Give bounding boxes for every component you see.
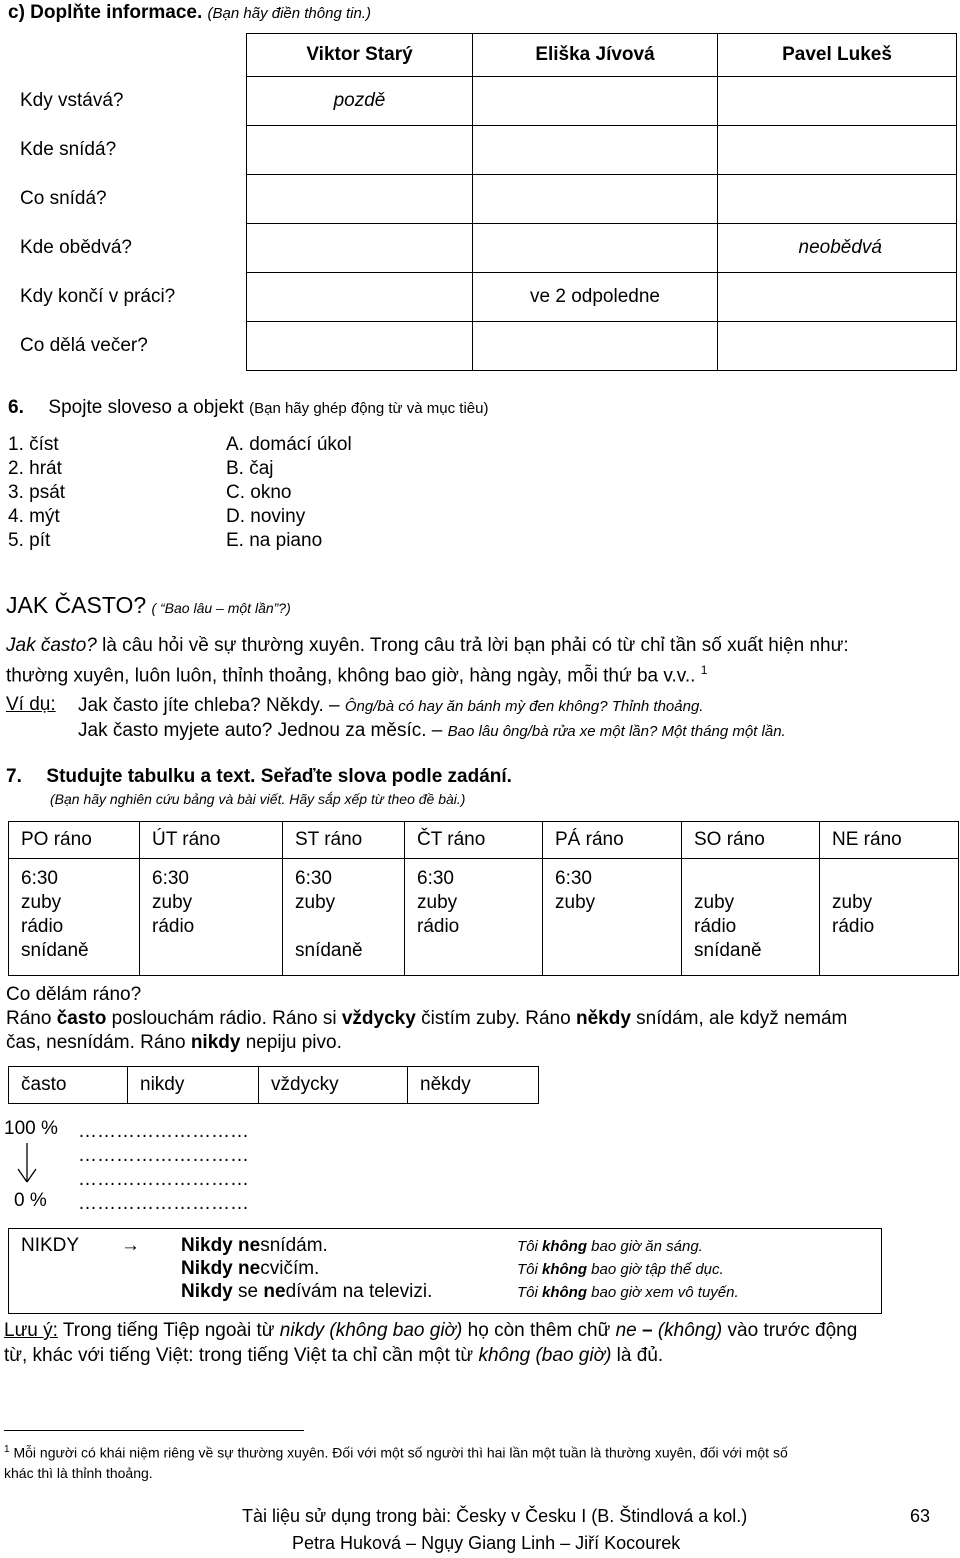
examples [78, 694, 786, 744]
section-c-title: c) Doplňte informace. [8, 2, 203, 23]
day-header: PÁ ráno [543, 822, 682, 859]
word-cell: vždycky [259, 1067, 408, 1104]
answer-cell [247, 224, 473, 273]
ex7-number: 7. [6, 766, 22, 787]
day-cell: zuby rádio snídaně [682, 859, 820, 976]
nikdy-box [8, 1228, 882, 1314]
header-cell [8, 34, 247, 77]
verb-item: 3. psát [8, 482, 66, 503]
nikdy-example-1: Nikdy nesnídám. [181, 1235, 328, 1256]
answer-cell [718, 175, 957, 224]
answer-cell [247, 126, 473, 175]
jak-casto-title: JAK ČASTO? [6, 592, 147, 618]
day-header: SO ráno [682, 822, 820, 859]
day-header: PO ráno [9, 822, 140, 859]
right-arrow-icon: → [121, 1235, 140, 1256]
words-row [9, 1067, 539, 1104]
day-header: ST ráno [283, 822, 405, 859]
day-cell: 6:30 zuby rádio [405, 859, 543, 976]
nikdy-label: NIKDY [21, 1235, 80, 1256]
object-item: A. domácí úkol [226, 434, 352, 455]
word-cell: někdy [408, 1067, 539, 1104]
nikdy-example-2: Nikdy necvičím. [181, 1258, 320, 1279]
table-row [8, 224, 957, 273]
dash: – [431, 720, 443, 741]
morning-text: Co dělám ráno? Ráno často poslouchám rádio. Ráno si vždycky čistím zuby. Ráno někdy snídám, ale když nemám čas, nesnídám. Ráno nikdy nepiju pivo. [6, 984, 848, 1053]
footer-authors: Petra Huková – Ngụy Giang Linh – Jiří Kocourek [292, 1533, 681, 1553]
footer-source: Tài liệu sử dụng trong bài: Česky v Česku I (B. Štindlová a kol.) [242, 1506, 748, 1526]
dash: – [329, 695, 340, 716]
footnote-ref: 1 [700, 663, 708, 677]
nikdy-example-3: Nikdy se nedívám na televizi. [181, 1281, 433, 1302]
footnote-divider [4, 1430, 304, 1431]
answer-cell [718, 77, 957, 126]
header-cell: Pavel Lukeš [718, 34, 957, 77]
word-cell: nikdy [128, 1067, 259, 1104]
answer-cell [473, 77, 718, 126]
jak-casto-note: ( “Bao lâu – một lần”?) [151, 600, 291, 616]
word-cell: často [9, 1067, 128, 1104]
question-cell: Co snídá? [20, 188, 107, 209]
answer-cell [247, 273, 473, 322]
intro-italic: Jak často? [6, 635, 97, 656]
nikdy-translation-3: Tôi không bao giờ xem vô tuyến. [517, 1284, 739, 1301]
days-table [8, 821, 959, 976]
intro-line1: là câu hỏi về sự thường xuyên. Trong câu trả lời bạn phải có từ chỉ tần số xuất hiện như: [96, 635, 849, 656]
nikdy-translation-2: Tôi không bao giờ tập thể dục. [517, 1261, 724, 1278]
example1-vi: Ông/bà có hay ăn bánh mỳ đen không? Thỉnh thoảng. [344, 698, 704, 715]
day-cell: 6:30 zuby rádio snídaně [9, 859, 140, 976]
answer-cell: pozdě [247, 77, 473, 126]
blank-line: ……………………… [78, 1193, 249, 1214]
day-cell: 6:30 zuby [543, 859, 682, 976]
table-row [8, 126, 957, 175]
day-header: ČT ráno [405, 822, 543, 859]
ex6-subtitle: (Bạn hãy ghép động từ và mục tiêu) [249, 400, 489, 417]
scale-bottom: 0 % [14, 1190, 47, 1211]
answer-cell [473, 126, 718, 175]
scale-blanks [78, 1120, 249, 1216]
example1-cz: Jak často jíte chleba? Někdy. [78, 695, 324, 716]
morning-question: Co dělám ráno? [6, 984, 142, 1005]
days-data-row [9, 859, 959, 976]
answer-cell [247, 322, 473, 371]
question-cell: Co dělá večer? [20, 335, 148, 356]
answer-cell [473, 224, 718, 273]
section-c-heading [8, 2, 371, 24]
words-table [8, 1066, 539, 1104]
example-label: Ví dụ: [6, 694, 56, 715]
object-item: D. noviny [226, 506, 306, 527]
ex7-heading [6, 766, 512, 788]
object-item: C. okno [226, 482, 292, 503]
day-header: NE ráno [820, 822, 959, 859]
table-row [8, 322, 957, 371]
jak-casto-intro [6, 633, 849, 688]
scale-top: 100 % [4, 1118, 58, 1139]
blank-line: ……………………… [78, 1145, 249, 1166]
verb-item: 2. hrát [8, 458, 62, 479]
blank-line: ……………………… [78, 1121, 249, 1142]
table-row [8, 273, 957, 322]
note-label: Lưu ý: [4, 1320, 58, 1341]
question-cell: Kdy končí v práci? [20, 286, 176, 307]
header-cell: Viktor Starý [247, 34, 473, 77]
verb-item: 5. pít [8, 530, 51, 551]
ex6-verbs [8, 433, 65, 553]
ex6-heading [8, 397, 488, 419]
object-item: B. čaj [226, 458, 274, 479]
jak-casto-heading [6, 592, 291, 619]
note: Lưu ý: Trong tiếng Tiệp ngoài từ nikdy (không bao giờ) họ còn thêm chữ ne – (không) vào trước động từ, khác với tiếng Việt: trong tiếng Việt ta chỉ cần một từ không (bao giờ) là đủ. [4, 1320, 858, 1366]
ex7-title: Studujte tabulku a text. Seřaďte slova podle zadání. [46, 766, 512, 787]
day-header: ÚT ráno [140, 822, 283, 859]
object-item: E. na piano [226, 530, 323, 551]
verb-item: 4. mýt [8, 506, 60, 527]
nikdy-translation-1: Tôi không bao giờ ăn sáng. [517, 1238, 703, 1255]
question-cell: Kde obědvá? [20, 237, 132, 258]
answer-cell [247, 175, 473, 224]
answer-cell [718, 322, 957, 371]
down-arrow-icon [14, 1141, 40, 1185]
verb-item: 1. číst [8, 434, 59, 455]
example2-cz: Jak často myjete auto? Jednou za měsíc. [78, 720, 427, 741]
answer-cell [718, 126, 957, 175]
table-row [8, 175, 957, 224]
info-table-header [8, 34, 957, 77]
day-cell: 6:30 zuby rádio [140, 859, 283, 976]
info-table [8, 33, 957, 371]
day-cell: zuby rádio [820, 859, 959, 976]
ex6-number: 6. [8, 397, 24, 418]
intro-line2: thường xuyên, luôn luôn, thỉnh thoảng, không bao giờ, hàng ngày, mỗi thứ ba v.v.. [6, 665, 696, 687]
ex6-title: Spojte sloveso a objekt [48, 397, 244, 418]
answer-cell [473, 175, 718, 224]
answer-cell: ve 2 odpoledne [473, 273, 718, 322]
answer-cell: neobědvá [718, 224, 957, 273]
ex7-subtitle: (Bạn hãy nghiên cứu bảng và bài viết. Hãy sắp xếp từ theo đề bài.) [50, 791, 466, 807]
days-header-row [9, 822, 959, 859]
answer-cell [473, 322, 718, 371]
question-cell: Kde snídá? [20, 139, 117, 160]
blank-line: ……………………… [78, 1169, 249, 1190]
section-c-subtitle: (Bạn hãy điền thông tin.) [207, 5, 371, 22]
day-cell: 6:30 zuby snídaně [283, 859, 405, 976]
answer-cell [718, 273, 957, 322]
example2-vi: Bao lâu ông/bà rửa xe một lần? Một tháng một lần. [447, 723, 786, 740]
ex6-objects [226, 433, 352, 553]
header-cell: Eliška Jívová [473, 34, 718, 77]
question-cell: Kdy vstává? [20, 90, 124, 111]
footnote: $^1$ Mỗi người có khái niệm riêng về sự thường xuyên. Đối với một số người thì hai lần một tuần là thường xuyên, đối với một số khác thì là thỉnh thoảng. [4, 1444, 788, 1481]
page-number: 63 [910, 1506, 931, 1526]
table-row [8, 77, 957, 126]
